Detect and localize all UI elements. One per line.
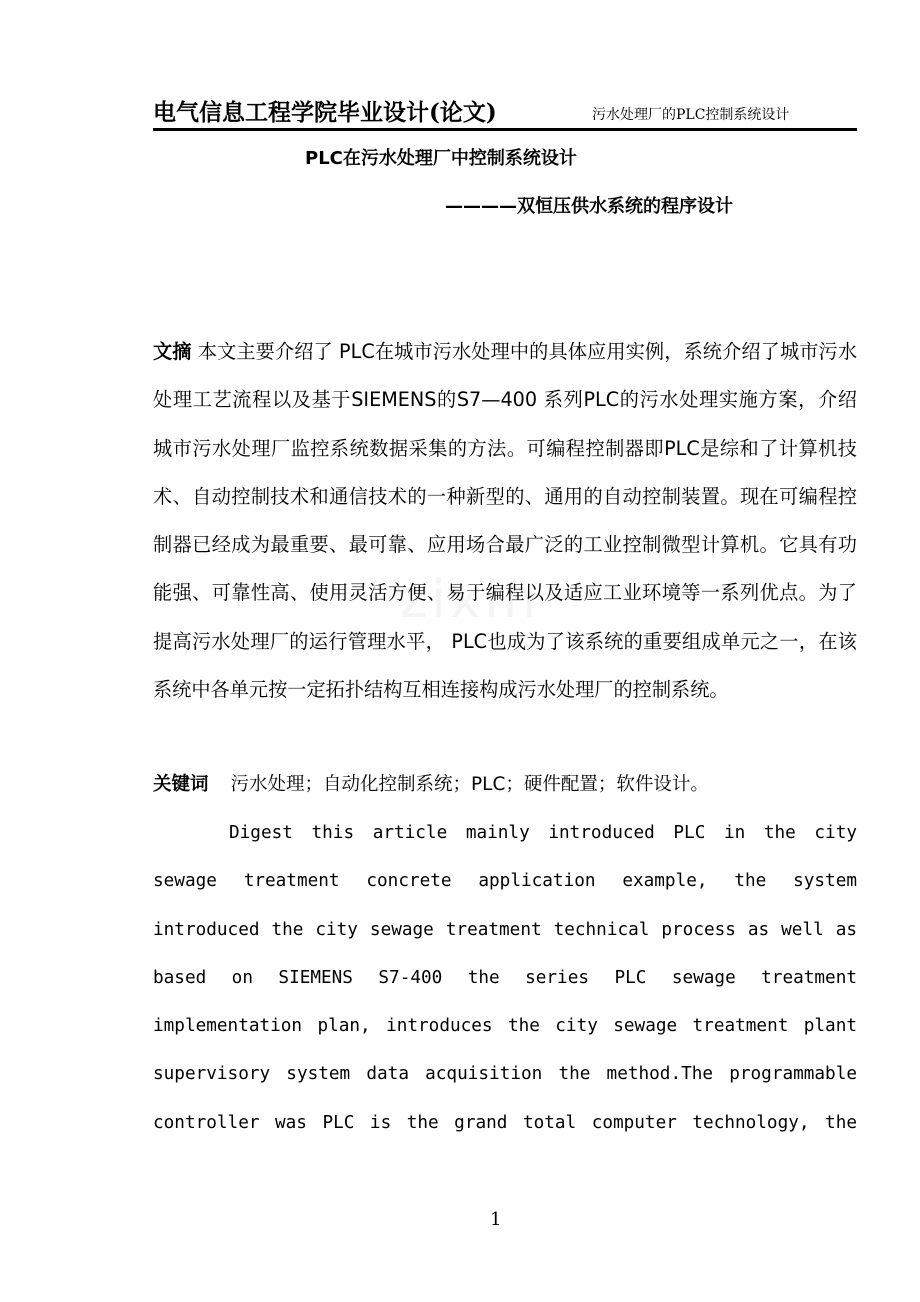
abstract-text: 本文主要介绍了 PLC在城市污水处理中的具体应用实例，系统介绍了城市污水处理工艺流程以及基于SIEMENS的S7—400 系列PLC的污水处理实施方案，介绍城市污水处理厂监控系统数据采集的方法。可编程控制器即PLC是综和了计算机技术、自动控制技术和通信技术的一种新型的、通用的自动控制装置。现在可编程控制器已经成为最重要、最可靠、应用场合最广泛的工业控制微型计算机。它具有功能强、可靠性高、使用灵活方便、易于编程以及适应工业环境等一系列优点。为了提高污水处理厂的运行管理水平， PLC也成为了该系统的重要组成单元之一，在该系统中各单元按一定拓扑结构互相连接构成污水处理厂的控制系统。	[153, 340, 858, 702]
header-subject: 污水处理厂的PLC控制系统设计	[592, 107, 790, 123]
keywords-line	[153, 766, 857, 804]
header-rule	[153, 128, 857, 131]
paper-subtitle: ————双恒压供水系统的程序设计	[445, 196, 733, 217]
header-title: 电气信息工程学院毕业设计(论文)	[153, 99, 497, 126]
abstract-label: 文摘	[153, 340, 192, 363]
english-abstract: Digest this article mainly introduced PLC in the city sewage treatment concrete application example, the system introduced the city sewage treatment technical process as well as based on SIEMENS S7-400 the series PLC sewage treatment implementation plan, introduces the city sewage treatment plant supervisory system data acquisition the method.The programmable controller was PLC is the grand total computer technology, the	[153, 823, 857, 1133]
keywords-text: 污水处理；自动化控制系统；PLC；硬件配置；软件设计。	[230, 774, 709, 795]
abstract-paragraph	[153, 328, 857, 714]
page-number: 1	[490, 1209, 502, 1230]
paper-title: PLC在污水处理厂中控制系统设计	[305, 148, 577, 169]
keywords-label: 关键词	[153, 774, 209, 795]
